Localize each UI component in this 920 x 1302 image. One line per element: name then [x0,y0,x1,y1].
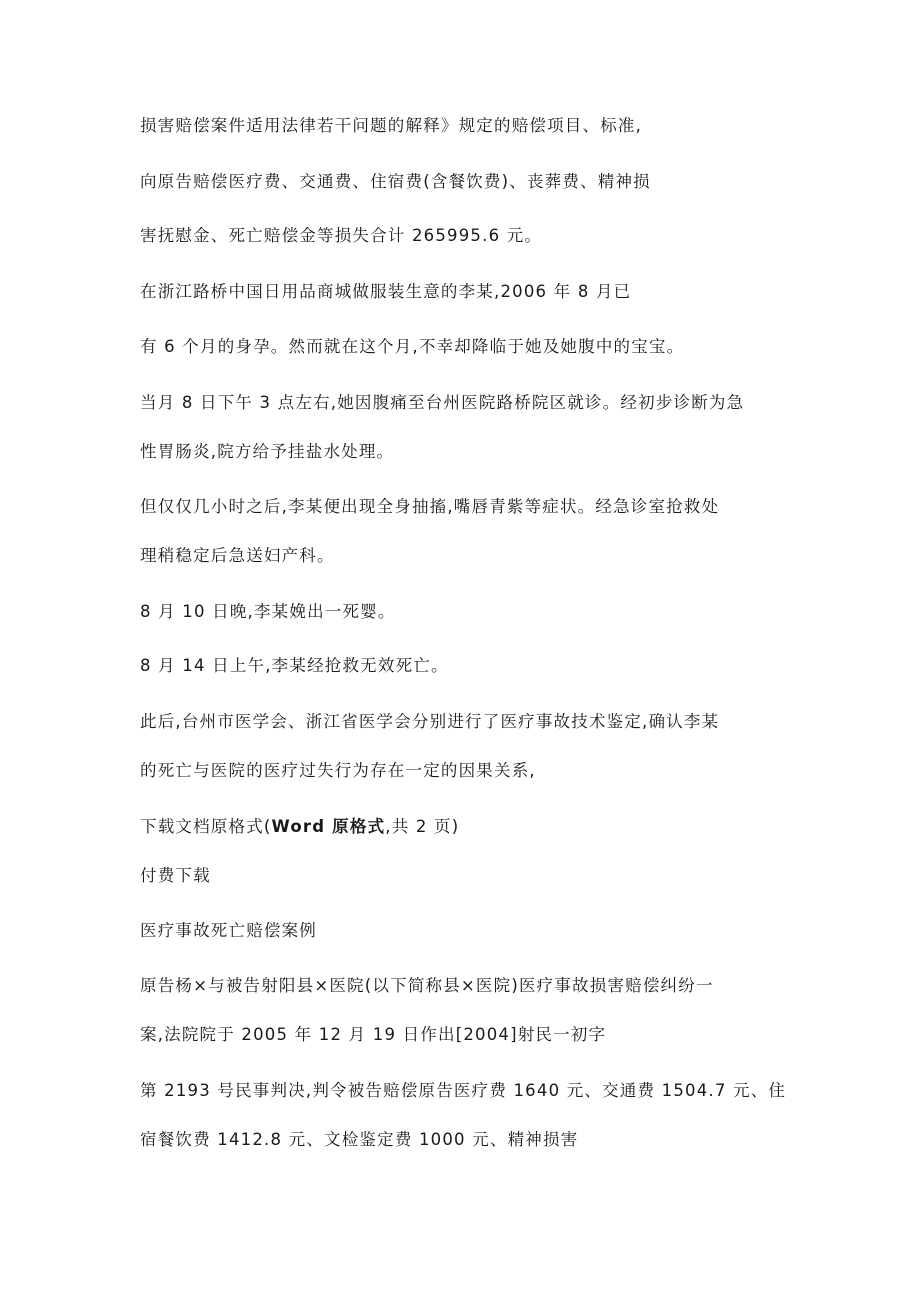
paragraph-line: 但仅仅几小时之后,李某便出现全身抽搐,嘴唇青紫等症状。经急诊室抢救处 [140,497,720,516]
paragraph-line: 此后,台州市医学会、浙江省医学会分别进行了医疗事故技术鉴定,确认李某 [140,712,720,731]
paid-download-link[interactable]: 付费下载 [140,866,211,885]
download-original-link[interactable] [140,817,459,837]
download-suffix: ,共 2 页) [385,817,460,836]
paragraph-line: 害抚慰金、死亡赔偿金等损失合计 265995.6 元。 [140,226,543,245]
download-format: Word 原格式 [271,817,386,836]
paragraph-line: 理稍稳定后急送妇产科。 [140,546,335,565]
paragraph-line: 8 月 10 日晚,李某娩出一死婴。 [140,602,396,621]
paragraph-line: 8 月 14 日上午,李某经抢救无效死亡。 [140,656,449,675]
paragraph-line: 宿餐饮费 1412.8 元、文检鉴定费 1000 元、精神损害 [140,1130,579,1149]
paragraph-line: 性胃肠炎,院方给予挂盐水处理。 [140,442,395,461]
paragraph-line: 向原告赔偿医疗费、交通费、住宿费(含餐饮费)、丧葬费、精神损 [140,172,651,191]
paragraph-line: 当月 8 日下午 3 点左右,她因腹痛至台州医院路桥院区就诊。经初步诊断为急 [140,393,745,412]
paragraph-line: 案,法院院于 2005 年 12 月 19 日作出[2004]射民一初字 [140,1025,607,1044]
paragraph-line: 损害赔偿案件适用法律若干问题的解释》规定的赔偿项目、标准, [140,116,643,135]
paragraph-line: 原告杨×与被告射阳县×医院(以下简称县×医院)医疗事故损害赔偿纠纷一 [140,976,714,995]
paragraph-line: 有 6 个月的身孕。然而就在这个月,不幸却降临于她及她腹中的宝宝。 [140,337,685,356]
download-prefix: 下载文档原格式( [140,817,272,836]
section-title: 医疗事故死亡赔偿案例 [140,921,317,940]
paragraph-line: 在浙江路桥中国日用品商城做服装生意的李某,2006 年 8 月已 [140,282,632,301]
paragraph-line: 的死亡与医院的医疗过失行为存在一定的因果关系, [140,761,536,780]
paragraph-line: 第 2193 号民事判决,判令被告赔偿原告医疗费 1640 元、交通费 1504.7 元、住 [140,1081,787,1100]
